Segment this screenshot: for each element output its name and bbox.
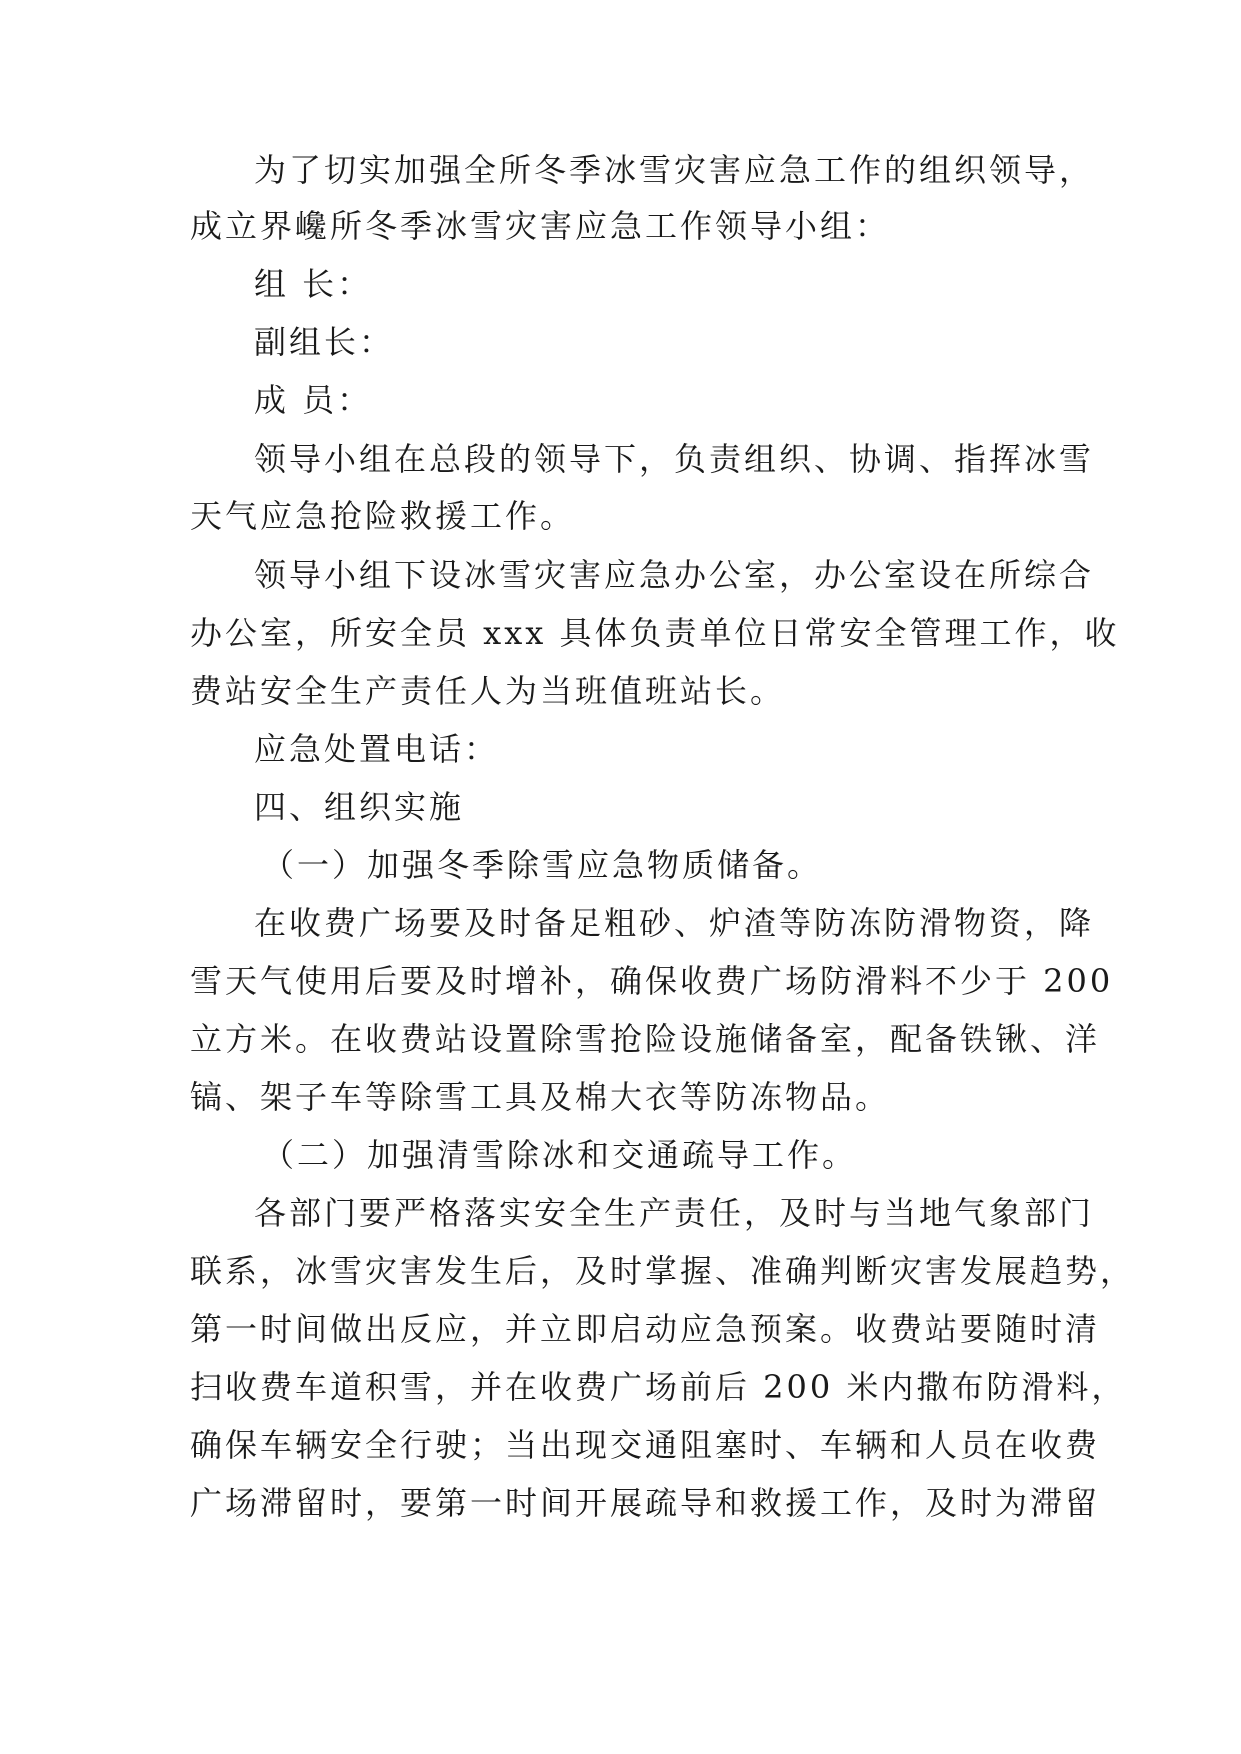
paragraph-line: 立方米。在收费站设置除雪抢险设施储备室，配备铁锹、洋 (190, 1020, 1101, 1058)
deputy-leader-label: 副组长： (254, 323, 395, 361)
paragraph-line: 为了切实加强全所冬季冰雪灾害应急工作的组织领导， (254, 151, 1095, 189)
paragraph-line: 成立界巉所冬季冰雪灾害应急工作领导小组： (190, 207, 891, 245)
paragraph-line: 雪天气使用后要及时增补，确保收费广场防滑料不少于 200 (190, 962, 1114, 1000)
subsection-heading: （一）加强冬季除雪应急物质储备。 (262, 846, 823, 884)
subsection-heading: （二）加强清雪除冰和交通疏导工作。 (262, 1136, 858, 1174)
paragraph-line: 广场滞留时，要第一时间开展疏导和救援工作，及时为滞留 (190, 1484, 1101, 1522)
paragraph-line: 扫收费车道积雪，并在收费广场前后 200 米内撒布防滑料， (190, 1368, 1127, 1406)
paragraph-line: 联系，冰雪灾害发生后，及时掌握、准确判断灾害发展趋势， (190, 1252, 1136, 1290)
emergency-phone-label: 应急处置电话： (254, 730, 500, 768)
leader-label: 组 长： (254, 265, 373, 303)
paragraph-line: 领导小组在总段的领导下，负责组织、协调、指挥冰雪 (254, 440, 1095, 478)
paragraph-line: 天气应急抢险救援工作。 (190, 497, 576, 535)
paragraph-line: 确保车辆安全行驶；当出现交通阻塞时、车辆和人员在收费 (190, 1426, 1101, 1464)
paragraph-line: 在收费广场要及时备足粗砂、炉渣等防冻防滑物资，降 (254, 904, 1095, 942)
paragraph-line: 领导小组下设冰雪灾害应急办公室，办公室设在所综合 (254, 556, 1095, 594)
paragraph-line: 办公室，所安全员 xxx 具体负责单位日常安全管理工作，收 (190, 614, 1120, 652)
paragraph-line: 镐、架子车等除雪工具及棉大衣等防冻物品。 (190, 1078, 891, 1116)
paragraph-line: 第一时间做出反应，并立即启动应急预案。收费站要随时清 (190, 1310, 1101, 1348)
paragraph-line: 费站安全生产责任人为当班值班站长。 (190, 672, 786, 710)
section-heading: 四、组织实施 (254, 788, 465, 826)
paragraph-line: 各部门要严格落实安全生产责任，及时与当地气象部门 (254, 1194, 1095, 1232)
members-label: 成 员： (254, 381, 373, 419)
